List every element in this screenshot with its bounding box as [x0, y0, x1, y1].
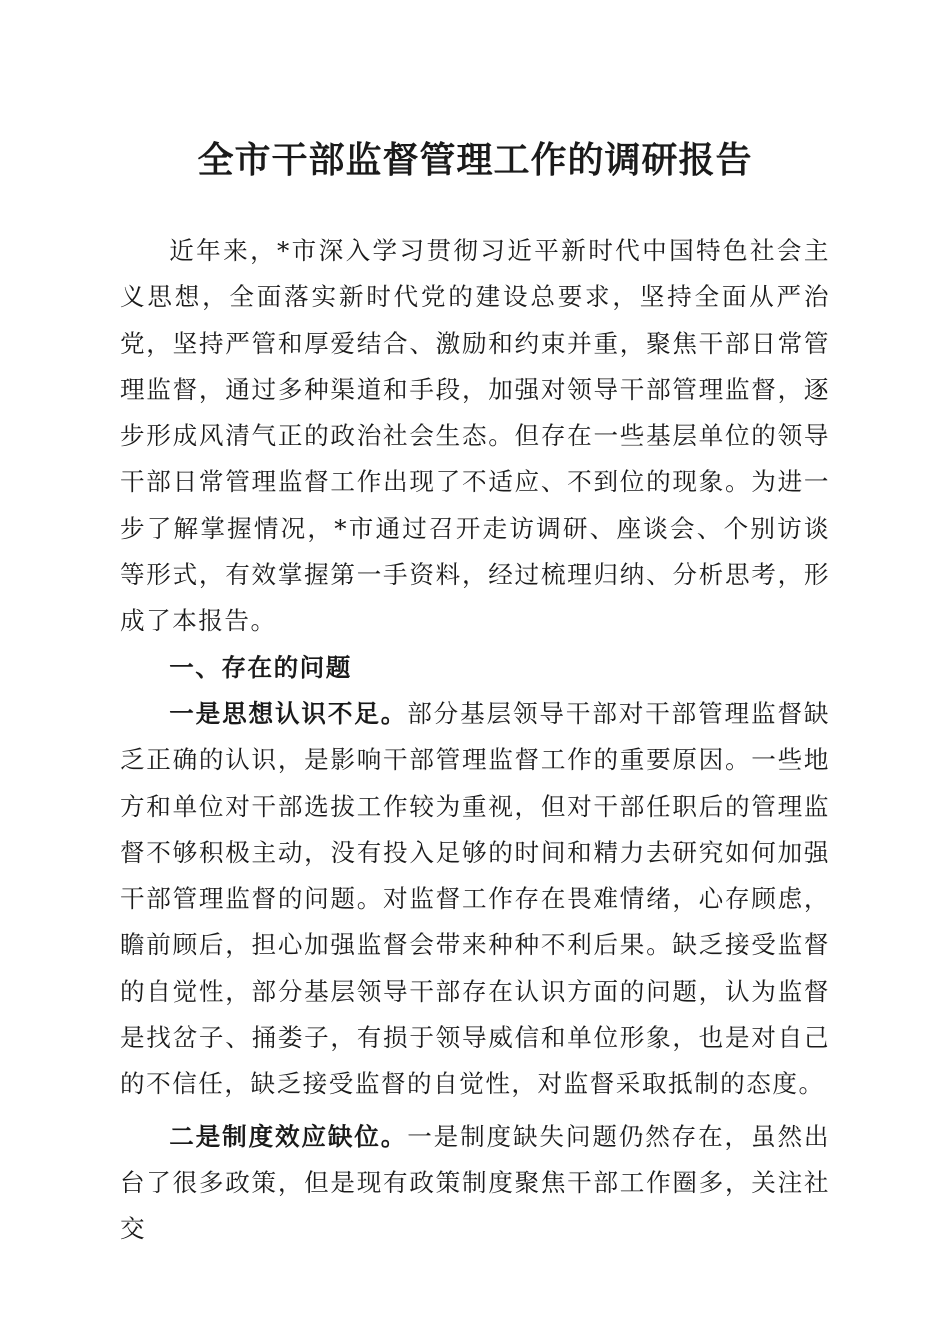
- paragraph-thinking: [120, 691, 830, 1108]
- document-title: 全市干部监督管理工作的调研报告: [197, 139, 753, 181]
- paragraph-lead: 二是制度效应缺位。: [169, 1121, 408, 1151]
- intro-paragraph: 近年来，*市深入学习贯彻习近平新时代中国特色社会主义思想，全面落实新时代党的建设总要求，坚持全面从严治党，坚持严管和厚爱结合、激励和约束并重，聚焦干部日常管理监督，通过多种渠道和手段，加强对领导干部管理监督，逐步形成风清气正的政治社会生态。但存在一些基层单位的领导干部日常管理监督工作出现了不适应、不到位的现象。为进一步了解掌握情况，*市通过召开走访调研、座谈会、个别访谈等形式，有效掌握第一手资料，经过梳理归纳、分析思考，形成了本报告。: [120, 236, 830, 636]
- paragraph-text: 部分基层领导干部对干部管理监督缺乏正确的认识，是影响干部管理监督工作的重要原因。一些地方和单位对干部选拔工作较为重视，但对干部任职后的管理监督不够积极主动，没有投入足够的时间和精力去研究如何加强干部管理监督的问题。对监督工作存在畏难情绪，心存顾虑，瞻前顾后，担心加强监督会带来种种不利后果。缺乏接受监督的自觉性，部分基层领导干部存在认识方面的问题，认为监督是找岔子、捅娄子，有损于领导威信和单位形象，也是对自己的不信任，缺乏接受监督的自觉性，对监督采取抵制的态度。: [120, 698, 830, 1099]
- paragraph-lead: 一是思想认识不足。: [169, 698, 408, 728]
- paragraph-text: 一是制度缺失问题仍然存在，虽然出台了很多政策，但是现有政策制度聚焦干部工作圈多，关注社交: [120, 1121, 830, 1244]
- document-body: [120, 228, 830, 1253]
- paragraph-system: [120, 1114, 830, 1253]
- section-heading-problems: 一、存在的问题: [169, 652, 352, 682]
